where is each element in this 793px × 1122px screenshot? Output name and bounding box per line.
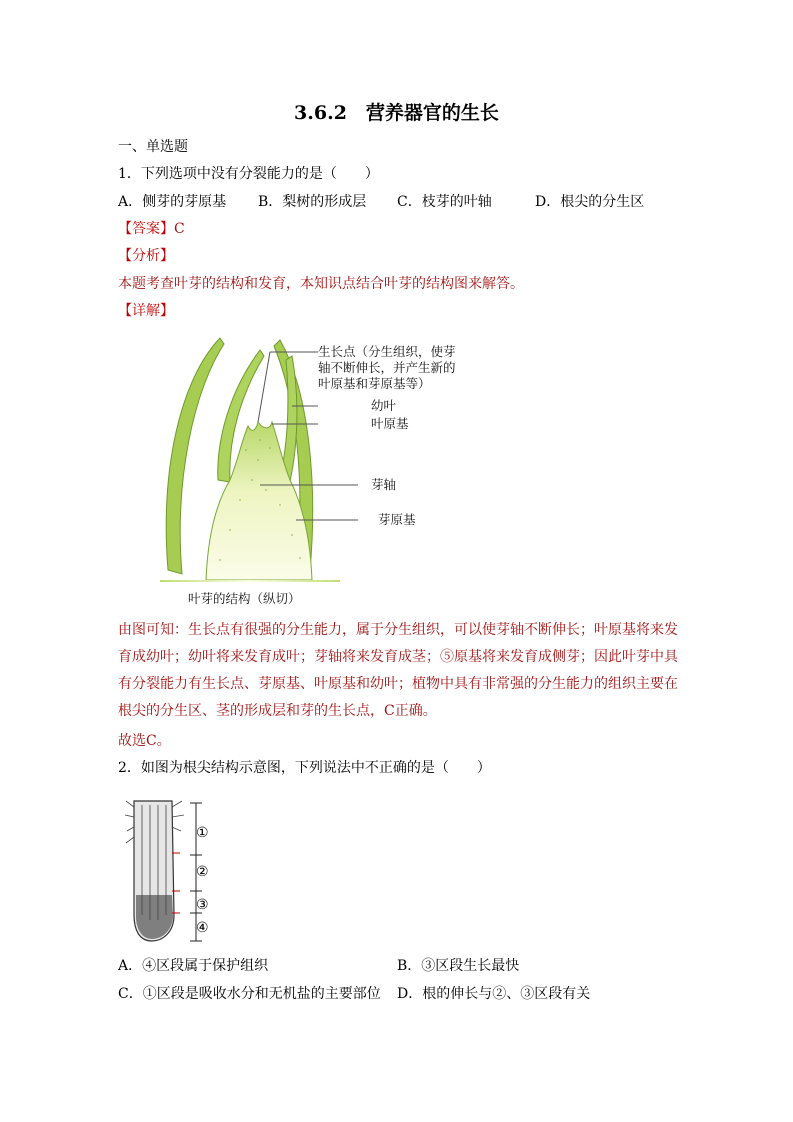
section-heading: 一、单选题: [118, 139, 188, 155]
q1-option-d: D．根尖的分生区: [535, 194, 645, 210]
label-growth-point-2: 轴不断伸长，并产生新的: [318, 360, 456, 375]
page-title: 3.6.2 营养器官的生长: [294, 102, 499, 124]
q1-option-b: B．梨树的形成层: [258, 194, 367, 210]
root-label-4: ④: [196, 920, 209, 936]
bud-base: [160, 580, 340, 582]
q1-option-a: A．侧芽的芽原基: [118, 194, 227, 210]
q2-option-b: B．③区段生长最快: [397, 958, 520, 974]
label-leaf-primordium: 叶原基: [371, 416, 409, 431]
conclusion-text: 故选C。: [118, 733, 171, 749]
root-label-2: ②: [196, 864, 209, 880]
explanation-text: 由图可知：生长点有很强的分生能力，属于分生组织，可以使芽轴不断伸长；叶原基将来发育成幼叶；幼叶将来发育成叶；芽轴将来发育成茎；⑤原基将来发育成侧芽；因此叶芽中具有分裂能力有生长点、芽原基、叶原基和幼叶；植物中具有非常强的分生能力的组织主要在根尖的分生区、茎的形成层和芽的生长点，C正确。: [118, 622, 678, 719]
label-young-leaf: 幼叶: [371, 398, 397, 413]
answer-value: C: [174, 221, 185, 237]
root-label-1: ①: [196, 825, 209, 841]
q2-option-d: D．根的伸长与②、③区段有关: [397, 986, 591, 1002]
q1-option-c: C．枝芽的叶轴: [397, 194, 492, 210]
q1-answer-line: [118, 219, 185, 239]
q2-stem: 2．如图为根尖结构示意图，下列说法中不正确的是（ ）: [118, 760, 491, 776]
label-bud-primordium: 芽原基: [378, 512, 416, 527]
detail-tag: 【详解】: [118, 303, 174, 319]
label-bud-axis: 芽轴: [371, 477, 397, 492]
answer-tag: 【答案】: [118, 221, 174, 237]
label-growth-point-3: 叶原基和芽原基等）: [318, 376, 431, 391]
root-tip-diagram: [124, 795, 224, 945]
label-growth-point-1: 生长点（分生组织，使芽: [318, 344, 456, 359]
q2-option-a: A．④区段属于保护组织: [118, 958, 269, 974]
figure-caption: 叶芽的结构（纵切）: [188, 591, 301, 606]
root-label-3: ③: [196, 897, 209, 913]
analysis-tag: 【分析】: [118, 248, 174, 264]
q2-option-c: C．①区段是吸收水分和无机盐的主要部位: [118, 986, 381, 1002]
q1-stem: 1．下列选项中没有分裂能力的是（ ）: [118, 166, 379, 182]
analysis-text: 本题考查叶芽的结构和发育，本知识点结合叶芽的结构图来解答。: [118, 276, 524, 292]
